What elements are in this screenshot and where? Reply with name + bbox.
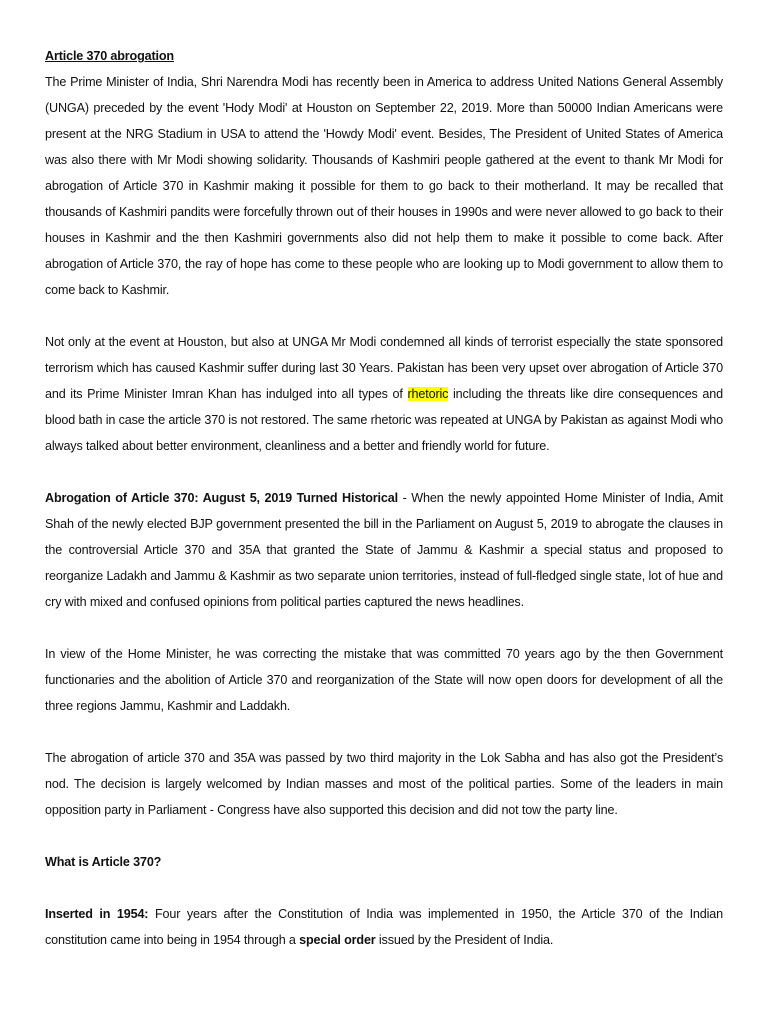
paragraph-gap	[45, 615, 723, 641]
highlighted-word: rhetoric	[407, 387, 449, 401]
inserted-end: issued by the President of India.	[375, 933, 554, 947]
paragraph-gap	[45, 459, 723, 485]
paragraph-lok-sabha: The abrogation of article 370 and 35A was passed by two third majority in the Lok Sabha and has also got the President’s nod. The decision is largely welcomed by Indian masses and most of the political parties. Some of the leaders in main opposition party in Parliament - Congress have also supported this decision and did not tow the party line.	[45, 751, 723, 817]
paragraph-home-minister: In view of the Home Minister, he was correcting the mistake that was committed 70 years ago by the then Government functionaries and the abolition of Article 370 and reorganization of the State will now open doors for development of all the three regions Jammu, Kashmir and Laddakh.	[45, 647, 723, 713]
paragraph-inserted-1954	[45, 901, 723, 953]
inserted-body: Four years after the Constitution of India was implemented in 1950, the Article 370 of the Indian constitution came into being in 1954 through a	[45, 907, 723, 947]
paragraph-gap	[45, 875, 723, 901]
paragraph-unga-text-2: including the threats like dire consequences and blood bath in case the article 370 is not restored. The same rhetoric was repeated at UNGA by Pakistan as against Modi who always talked about better environment, cleanliness and a better and friendly world for future.	[45, 387, 723, 453]
paragraph-historical	[45, 485, 723, 615]
special-order-text: special order	[299, 933, 376, 947]
section-heading-article-370: What is Article 370?	[45, 855, 162, 869]
paragraph-gap	[45, 823, 723, 849]
document-page	[45, 43, 723, 953]
paragraph-gap	[45, 303, 723, 329]
historical-body: - When the newly appointed Home Minister of India, Amit Shah of the newly elected BJP government presented the bill in the Parliament on August 5, 2019 to abrogate the clauses in the controversial Article 370 and 35A that granted the State of Jammu & Kashmir a special status and proposed to reorganize Ladakh and Jammu & Kashmir as two separate union territories, instead of full-fledged single state, lot of hue and cry with mixed and confused opinions from political parties captured the news headlines.	[45, 491, 723, 609]
inserted-heading: Inserted in 1954:	[45, 907, 149, 921]
paragraph-intro: The Prime Minister of India, Shri Narendra Modi has recently been in America to address United Nations General Assembly (UNGA) preceded by the event 'Hody Modi' at Houston on September 22, 2019. More than 50000 Indian Americans were present at the NRG Stadium in USA to attend the 'Howdy Modi' event. Besides, The President of United States of America was also there with Mr Modi showing solidarity. Thousands of Kashmiri people gathered at the event to thank Mr Modi for abrogation of Article 370 in Kashmir making it possible for them to go back to their motherland. It may be recalled that thousands of Kashmiri pandits were forcefully thrown out of their houses in 1990s and were never allowed to go back to their houses in Kashmir and the then Kashmiri governments also did not help them to make it possible to come back. After abrogation of Article 370, the ray of hope has come to these people who are looking up to Modi government to allow them to come back to Kashmir.	[45, 75, 723, 297]
paragraph-gap	[45, 719, 723, 745]
paragraph-unga-text-1: Not only at the event at Houston, but also at UNGA Mr Modi condemned all kinds of terrorist especially the state sponsored terrorism which has caused Kashmir suffer during last 30 Years. Pakistan has been very upset over abrogation of Article 370 and its Prime Minister Imran Khan has indulged into all types of	[45, 335, 723, 401]
document-title: Article 370 abrogation	[45, 49, 174, 63]
paragraph-unga	[45, 329, 723, 459]
historical-heading: Abrogation of Article 370: August 5, 2019 Turned Historical	[45, 491, 398, 505]
